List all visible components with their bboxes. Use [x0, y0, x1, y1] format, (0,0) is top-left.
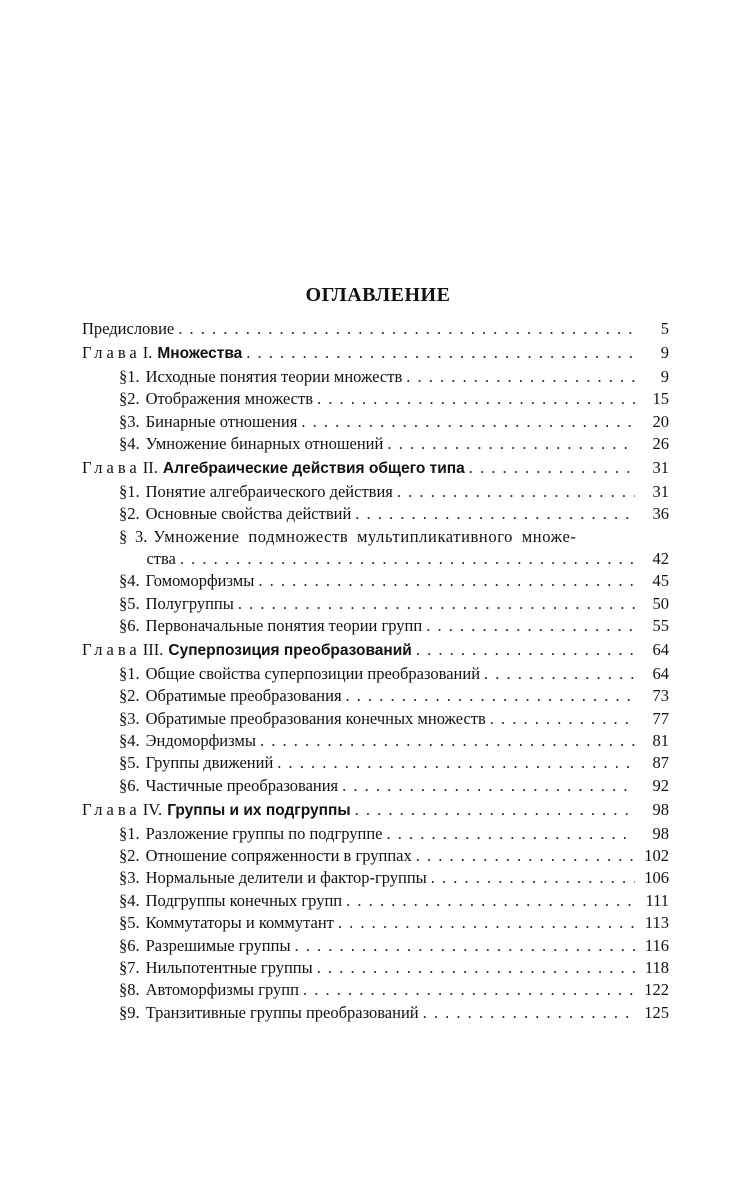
section-title: Группы движений	[145, 753, 274, 773]
dot-leader	[301, 411, 635, 433]
page-number: 92	[652, 775, 669, 795]
section-number: 4.	[127, 433, 140, 453]
section-title: Отношение сопряженности в группах	[145, 845, 412, 865]
section-mark: §	[119, 980, 128, 1000]
section-title: Общие свойства суперпозиции преобразований	[145, 663, 481, 683]
section-mark: §	[119, 366, 128, 386]
dot-leader	[317, 388, 635, 410]
page-number: 9	[660, 343, 669, 363]
section-title: Эндоморфизмы	[145, 731, 256, 751]
toc-entry-section[interactable]	[82, 663, 669, 685]
section-title: Нормальные делители и фактор-группы	[145, 868, 427, 888]
toc-entry-section[interactable]	[82, 526, 669, 548]
page-number: 118	[644, 957, 669, 977]
page-number: 45	[652, 571, 669, 591]
section-number: 6.	[127, 935, 140, 955]
toc-entry-section[interactable]	[82, 752, 669, 774]
toc-entry-section[interactable]	[82, 957, 669, 979]
dot-leader	[397, 481, 635, 503]
page-number: 116	[644, 935, 669, 955]
page-number: 50	[652, 593, 669, 613]
toc-entry-section[interactable]	[82, 433, 669, 455]
section-number: 1.	[127, 481, 140, 501]
chapter-word: Глава	[82, 458, 141, 478]
toc-entry-section[interactable]	[82, 685, 669, 707]
toc-entry-section[interactable]	[82, 593, 669, 615]
dot-leader	[342, 775, 635, 797]
section-title: Полугруппы	[145, 593, 234, 613]
section-title: Разрешимые группы	[145, 935, 291, 955]
toc-entry-section[interactable]	[82, 730, 669, 752]
dot-leader	[246, 342, 635, 364]
toc-entry-section[interactable]	[82, 366, 669, 388]
page-number: 15	[652, 389, 669, 409]
chapter-title: Группы и их подгруппы	[167, 802, 351, 820]
section-number: 2.	[127, 389, 140, 409]
section-number: 9.	[127, 1002, 140, 1022]
toc-entry-section-continued[interactable]	[82, 548, 669, 570]
page-number: 77	[652, 708, 669, 728]
page-title: ОГЛАВЛЕНИЕ	[305, 284, 451, 306]
section-number: 3.	[127, 708, 140, 728]
dot-leader	[346, 685, 635, 707]
section-title: Умножение бинарных отношений	[145, 433, 384, 453]
section-mark: §	[119, 775, 128, 795]
toc-entry-section[interactable]	[82, 570, 669, 592]
section-title: Гомоморфизмы	[145, 571, 255, 591]
dot-leader	[355, 503, 635, 525]
section-number: 5.	[127, 913, 140, 933]
section-mark: §	[119, 868, 128, 888]
toc-entry-section[interactable]	[82, 935, 669, 957]
toc-entry-section[interactable]	[82, 979, 669, 1001]
section-title: Нильпотентные группы	[145, 957, 313, 977]
toc-entry-chapter[interactable]	[82, 342, 669, 364]
section-mark: §	[119, 708, 128, 728]
page-number: 31	[652, 481, 669, 501]
section-title: Разложение группы по подгруппе	[145, 823, 383, 843]
page-number: 42	[652, 548, 669, 568]
section-number: 3.	[127, 411, 140, 431]
dot-leader	[295, 935, 635, 957]
toc-entry-section[interactable]	[82, 867, 669, 889]
page-number: 102	[644, 845, 669, 865]
section-number: 1.	[127, 823, 140, 843]
dot-leader	[277, 752, 635, 774]
dot-leader	[346, 890, 635, 912]
dot-leader	[180, 548, 635, 570]
dot-leader	[303, 979, 635, 1001]
section-mark: §	[119, 913, 128, 933]
toc-entry-preface[interactable]	[82, 318, 669, 340]
section-title: Отображения множеств	[145, 389, 313, 409]
section-mark: §	[119, 935, 128, 955]
page-number: 26	[652, 433, 669, 453]
section-mark: §	[119, 686, 128, 706]
section-title: Транзитивные группы преобразований	[145, 1002, 419, 1022]
toc-entry-section[interactable]	[82, 845, 669, 867]
dot-leader	[469, 457, 635, 479]
toc-entry-chapter[interactable]	[82, 639, 669, 661]
section-mark: §	[119, 731, 128, 751]
section-title: Основные свойства действий	[145, 504, 352, 524]
page-number: 98	[652, 800, 669, 820]
section-title: Первоначальные понятия теории групп	[145, 616, 423, 636]
page-number: 20	[652, 411, 669, 431]
section-mark: §	[119, 411, 128, 431]
section-title: Подгруппы конечных групп	[145, 890, 343, 910]
dot-leader	[426, 615, 635, 637]
section-mark: §	[119, 526, 128, 546]
section-mark: §	[119, 571, 128, 591]
chapter-number: III.	[142, 640, 164, 660]
section-mark: §	[119, 823, 128, 843]
page-number: 9	[660, 366, 669, 386]
section-title: Частичные преобразования	[145, 775, 339, 795]
page-number: 98	[652, 823, 669, 843]
section-mark: §	[119, 890, 128, 910]
section-title: Исходные понятия теории множеств	[145, 366, 403, 386]
section-mark: §	[119, 616, 128, 636]
section-mark: §	[119, 663, 128, 683]
section-mark: §	[119, 481, 128, 501]
page-number: 87	[652, 753, 669, 773]
dot-leader	[423, 1002, 635, 1024]
page-number: 106	[644, 868, 669, 888]
chapter-number: IV.	[142, 800, 163, 820]
chapter-title: Множества	[157, 345, 243, 363]
section-title: Умножение подмножеств мультипликативного множе-	[153, 526, 577, 546]
page-number: 31	[652, 458, 669, 478]
preface-label: Предисловие	[82, 319, 175, 338]
chapter-title: Суперпозиция преобразований	[168, 642, 412, 660]
dot-leader	[387, 823, 636, 845]
toc-entry-section[interactable]	[82, 1002, 669, 1024]
section-number: 2.	[127, 504, 140, 524]
page-number: 64	[652, 663, 669, 683]
section-number: 6.	[127, 775, 140, 795]
section-title: Коммутаторы и коммутант	[145, 913, 334, 933]
section-mark: §	[119, 845, 128, 865]
section-title: Автоморфизмы групп	[145, 980, 299, 1000]
page-number: 113	[644, 913, 669, 933]
chapter-word: Глава	[82, 640, 141, 660]
section-mark: §	[119, 504, 128, 524]
page-number: 55	[652, 616, 669, 636]
section-number: 7.	[127, 957, 140, 977]
toc-entry-section[interactable]	[82, 775, 669, 797]
toc-entry-section[interactable]	[82, 411, 669, 433]
section-mark: §	[119, 753, 128, 773]
section-mark: §	[119, 389, 128, 409]
section-number: 4.	[127, 890, 140, 910]
section-title: Понятие алгебраического действия	[145, 481, 393, 501]
section-mark: §	[119, 433, 128, 453]
section-number: 1.	[127, 663, 140, 683]
section-number: 3.	[127, 868, 140, 888]
section-title: Обратимые преобразования конечных множеств	[145, 708, 486, 728]
dot-leader	[238, 593, 635, 615]
section-title: Бинарные отношения	[145, 411, 298, 431]
chapter-title: Алгебраические действия общего типа	[162, 460, 465, 478]
chapter-word: Глава	[82, 800, 141, 820]
section-mark: §	[119, 1002, 128, 1022]
section-number: 5.	[127, 753, 140, 773]
page-number: 122	[644, 980, 669, 1000]
dot-leader	[431, 867, 635, 889]
section-number: 8.	[127, 980, 140, 1000]
dot-leader	[416, 845, 635, 867]
section-number: 2.	[127, 845, 140, 865]
page-number: 5	[660, 319, 669, 338]
section-number: 4.	[127, 731, 140, 751]
section-number: 3.	[135, 526, 148, 546]
section-title: Обратимые преобразования	[145, 686, 342, 706]
dot-leader	[338, 912, 635, 934]
toc-entry-section[interactable]	[82, 708, 669, 730]
chapter-number: I.	[142, 343, 153, 363]
dot-leader	[355, 799, 635, 821]
section-number: 2.	[127, 686, 140, 706]
page-number: 81	[652, 731, 669, 751]
toc-entry-section[interactable]	[82, 890, 669, 912]
toc-entry-section[interactable]	[82, 823, 669, 845]
dot-leader	[387, 433, 635, 455]
table-of-contents	[82, 318, 669, 1024]
toc-entry-section[interactable]	[82, 481, 669, 503]
section-mark: §	[119, 593, 128, 613]
toc-entry-chapter[interactable]	[82, 457, 669, 479]
page-number: 73	[652, 686, 669, 706]
page-number: 36	[652, 504, 669, 524]
toc-entry-section[interactable]	[82, 388, 669, 410]
dot-leader	[317, 957, 635, 979]
section-number: 6.	[127, 616, 140, 636]
dot-leader	[484, 663, 635, 685]
section-number: 1.	[127, 366, 140, 386]
page-number: 111	[645, 890, 669, 910]
section-title-continued: ства	[146, 548, 176, 568]
chapter-word: Глава	[82, 343, 141, 363]
dot-leader	[406, 366, 635, 388]
page-number: 125	[644, 1002, 669, 1022]
section-number: 4.	[127, 571, 140, 591]
toc-entry-chapter[interactable]	[82, 799, 669, 821]
dot-leader	[258, 570, 635, 592]
chapter-number: II.	[142, 458, 158, 478]
dot-leader	[178, 318, 635, 340]
page-number: 64	[652, 640, 669, 660]
section-mark: §	[119, 957, 128, 977]
dot-leader	[490, 708, 635, 730]
toc-entry-section[interactable]	[82, 615, 669, 637]
dot-leader	[416, 639, 635, 661]
section-number: 5.	[127, 593, 140, 613]
toc-entry-section[interactable]	[82, 503, 669, 525]
toc-entry-section[interactable]	[82, 912, 669, 934]
dot-leader	[260, 730, 635, 752]
